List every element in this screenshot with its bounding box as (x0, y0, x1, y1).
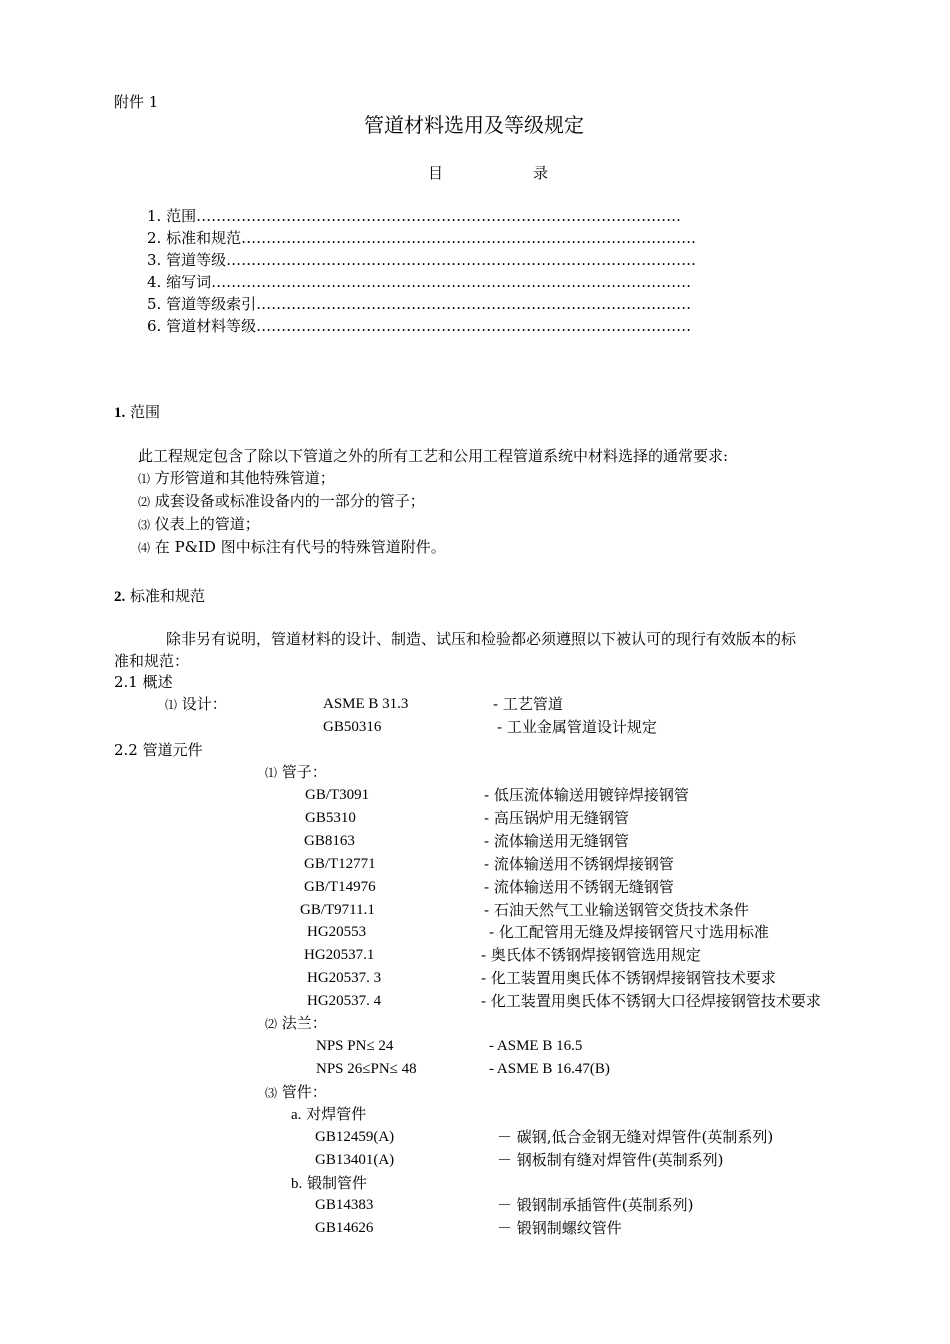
section-number: 2. (114, 589, 126, 605)
list-marker: ⑷ (138, 541, 151, 555)
section-number: 1. (114, 405, 126, 421)
pipe-code: GB8163 (304, 833, 355, 849)
list-item (138, 492, 425, 510)
list-marker: ⑴ (165, 698, 178, 712)
section-2-heading (114, 587, 205, 606)
list-text: 锻制管件 (307, 1174, 368, 1192)
flange-code: NPS 26≤PN≤ 48 (316, 1061, 417, 1077)
fitting-desc: － 碳钢,低合金钢无缝对焊管件(英制系列) (497, 1128, 774, 1146)
list-item (138, 469, 335, 487)
toc-heading-right: 录 (533, 164, 549, 182)
list-marker: ⑴ (265, 766, 278, 780)
fitting-label (265, 1083, 327, 1101)
list-marker: ⑶ (265, 1086, 278, 1100)
list-marker: b. (291, 1176, 303, 1192)
design-code: ASME B 31.3 (323, 696, 409, 712)
design-desc: - 工艺管道 (493, 695, 563, 713)
fitting-code: GB13401(A) (315, 1152, 395, 1168)
fitting-code: GB12459(A) (315, 1129, 395, 1145)
pipe-code: GB5310 (305, 810, 356, 826)
toc-number: 5. (147, 295, 162, 313)
section-2-intro-line2: 准和规范： (114, 652, 190, 670)
list-text: 对焊管件 (306, 1105, 367, 1123)
list-text: 管子： (281, 763, 327, 781)
pipe-desc: - 石油天然气工业输送钢管交货技术条件 (484, 901, 749, 919)
toc-number: 6. (147, 317, 162, 335)
list-marker: ⑶ (138, 518, 151, 532)
toc-item[interactable] (147, 229, 696, 247)
toc-number: 4. (147, 273, 162, 291)
fitting-desc: － 锻钢制螺纹管件 (497, 1219, 622, 1237)
list-text: 管件： (281, 1083, 327, 1101)
fitting-b-label (291, 1174, 367, 1193)
design-code: GB50316 (323, 719, 382, 735)
toc-label: 标准和规范………………………………………………………………………………. (166, 229, 696, 247)
section-2-intro-line1: 除非另有说明，管道材料的设计、制造、试压和检验都必须遵照以下被认可的现行有效版本的标 (166, 630, 797, 648)
pipe-desc: - 流体输送用无缝钢管 (484, 832, 629, 850)
pipe-code: HG20537.1 (304, 947, 375, 963)
fitting-code: GB14626 (315, 1220, 374, 1236)
toc-number: 1. (147, 207, 162, 225)
toc-item[interactable] (147, 207, 681, 225)
toc-item[interactable] (147, 295, 691, 313)
toc-label: 管道等级…………………………………………………………………………………. (166, 251, 696, 269)
fitting-desc: － 钢板制有缝对焊管件(英制系列) (497, 1151, 724, 1169)
list-item (138, 515, 260, 533)
section-title: 范围 (130, 403, 161, 421)
pipe-desc: - 奥氏体不锈钢焊接钢管选用规定 (481, 946, 701, 964)
list-marker: ⑵ (138, 495, 151, 509)
subsection-2-1: 2.1 概述 (114, 673, 173, 691)
flange-label (265, 1014, 327, 1032)
attachment-label: 附件 1 (114, 93, 159, 111)
design-desc: - 工业金属管道设计规定 (497, 718, 657, 736)
toc-item[interactable] (147, 317, 691, 335)
subsection-2-2: 2.2 管道元件 (114, 741, 203, 759)
toc-item[interactable] (147, 251, 696, 269)
section-1-intro: 此工程规定包含了除以下管道之外的所有工艺和公用工程管道系统中材料选择的通常要求: (138, 447, 729, 465)
list-text: 方形管道和其他特殊管道； (154, 469, 335, 487)
pipe-code: GB/T14976 (304, 879, 376, 895)
toc-label: 管道材料等级…………………………………………………………………………… (166, 317, 692, 335)
fitting-code: GB14383 (315, 1197, 374, 1213)
fitting-desc: － 锻钢制承插管件(英制系列) (497, 1196, 694, 1214)
toc-number: 2. (147, 229, 162, 247)
list-marker: a. (291, 1107, 302, 1123)
flange-code: NPS PN≤ 24 (316, 1038, 394, 1054)
list-marker: ⑴ (138, 472, 151, 486)
section-title: 标准和规范 (130, 587, 206, 605)
pipe-desc: - 低压流体输送用镀锌焊接钢管 (484, 786, 689, 804)
toc-label: 缩写词…………………………………………………………………………………… (166, 273, 692, 291)
pipe-code: GB/T3091 (305, 787, 370, 803)
toc-heading-left: 目 (428, 164, 444, 182)
list-text: 法兰： (281, 1014, 327, 1032)
list-text: 仪表上的管道； (154, 515, 260, 533)
toc-number: 3. (147, 251, 162, 269)
list-text: 在 P&ID 图中标注有代号的特殊管道附件。 (154, 538, 446, 556)
list-text: 成套设备或标准设备内的一部分的管子； (154, 492, 425, 510)
pipe-code: HG20537. 3 (307, 970, 382, 986)
list-marker: ⑵ (265, 1017, 278, 1031)
flange-desc: - ASME B 16.47(B) (489, 1061, 610, 1077)
pipe-desc: - 化工配管用无缝及焊接钢管尺寸选用标准 (489, 923, 769, 941)
pipe-desc: - 化工装置用奥氏体不锈钢焊接钢管技术要求 (481, 969, 776, 987)
toc-label: 范围……………………………………………………………………………………. (166, 207, 681, 225)
page-title: 管道材料选用及等级规定 (364, 113, 584, 137)
list-text: 设计： (181, 695, 227, 713)
pipe-label (265, 763, 327, 781)
pipe-code: GB/T9711.1 (300, 902, 375, 918)
pipe-desc: - 化工装置用奥氏体不锈钢大口径焊接钢管技术要求 (481, 992, 821, 1010)
fitting-a-label (291, 1105, 366, 1124)
pipe-code: HG20537. 4 (307, 993, 382, 1009)
toc-item[interactable] (147, 273, 691, 291)
pipe-desc: - 流体输送用不锈钢焊接钢管 (484, 855, 674, 873)
pipe-desc: - 流体输送用不锈钢无缝钢管 (484, 878, 674, 896)
flange-desc: - ASME B 16.5 (489, 1038, 583, 1054)
toc-label: 管道等级索引…………………………………………………………………………… (166, 295, 692, 313)
pipe-desc: - 高压锅炉用无缝钢管 (484, 809, 629, 827)
pipe-code: GB/T12771 (304, 856, 376, 872)
section-1-heading (114, 403, 160, 422)
pipe-code: HG20553 (307, 924, 367, 940)
design-label (165, 695, 227, 713)
list-item (138, 538, 446, 556)
